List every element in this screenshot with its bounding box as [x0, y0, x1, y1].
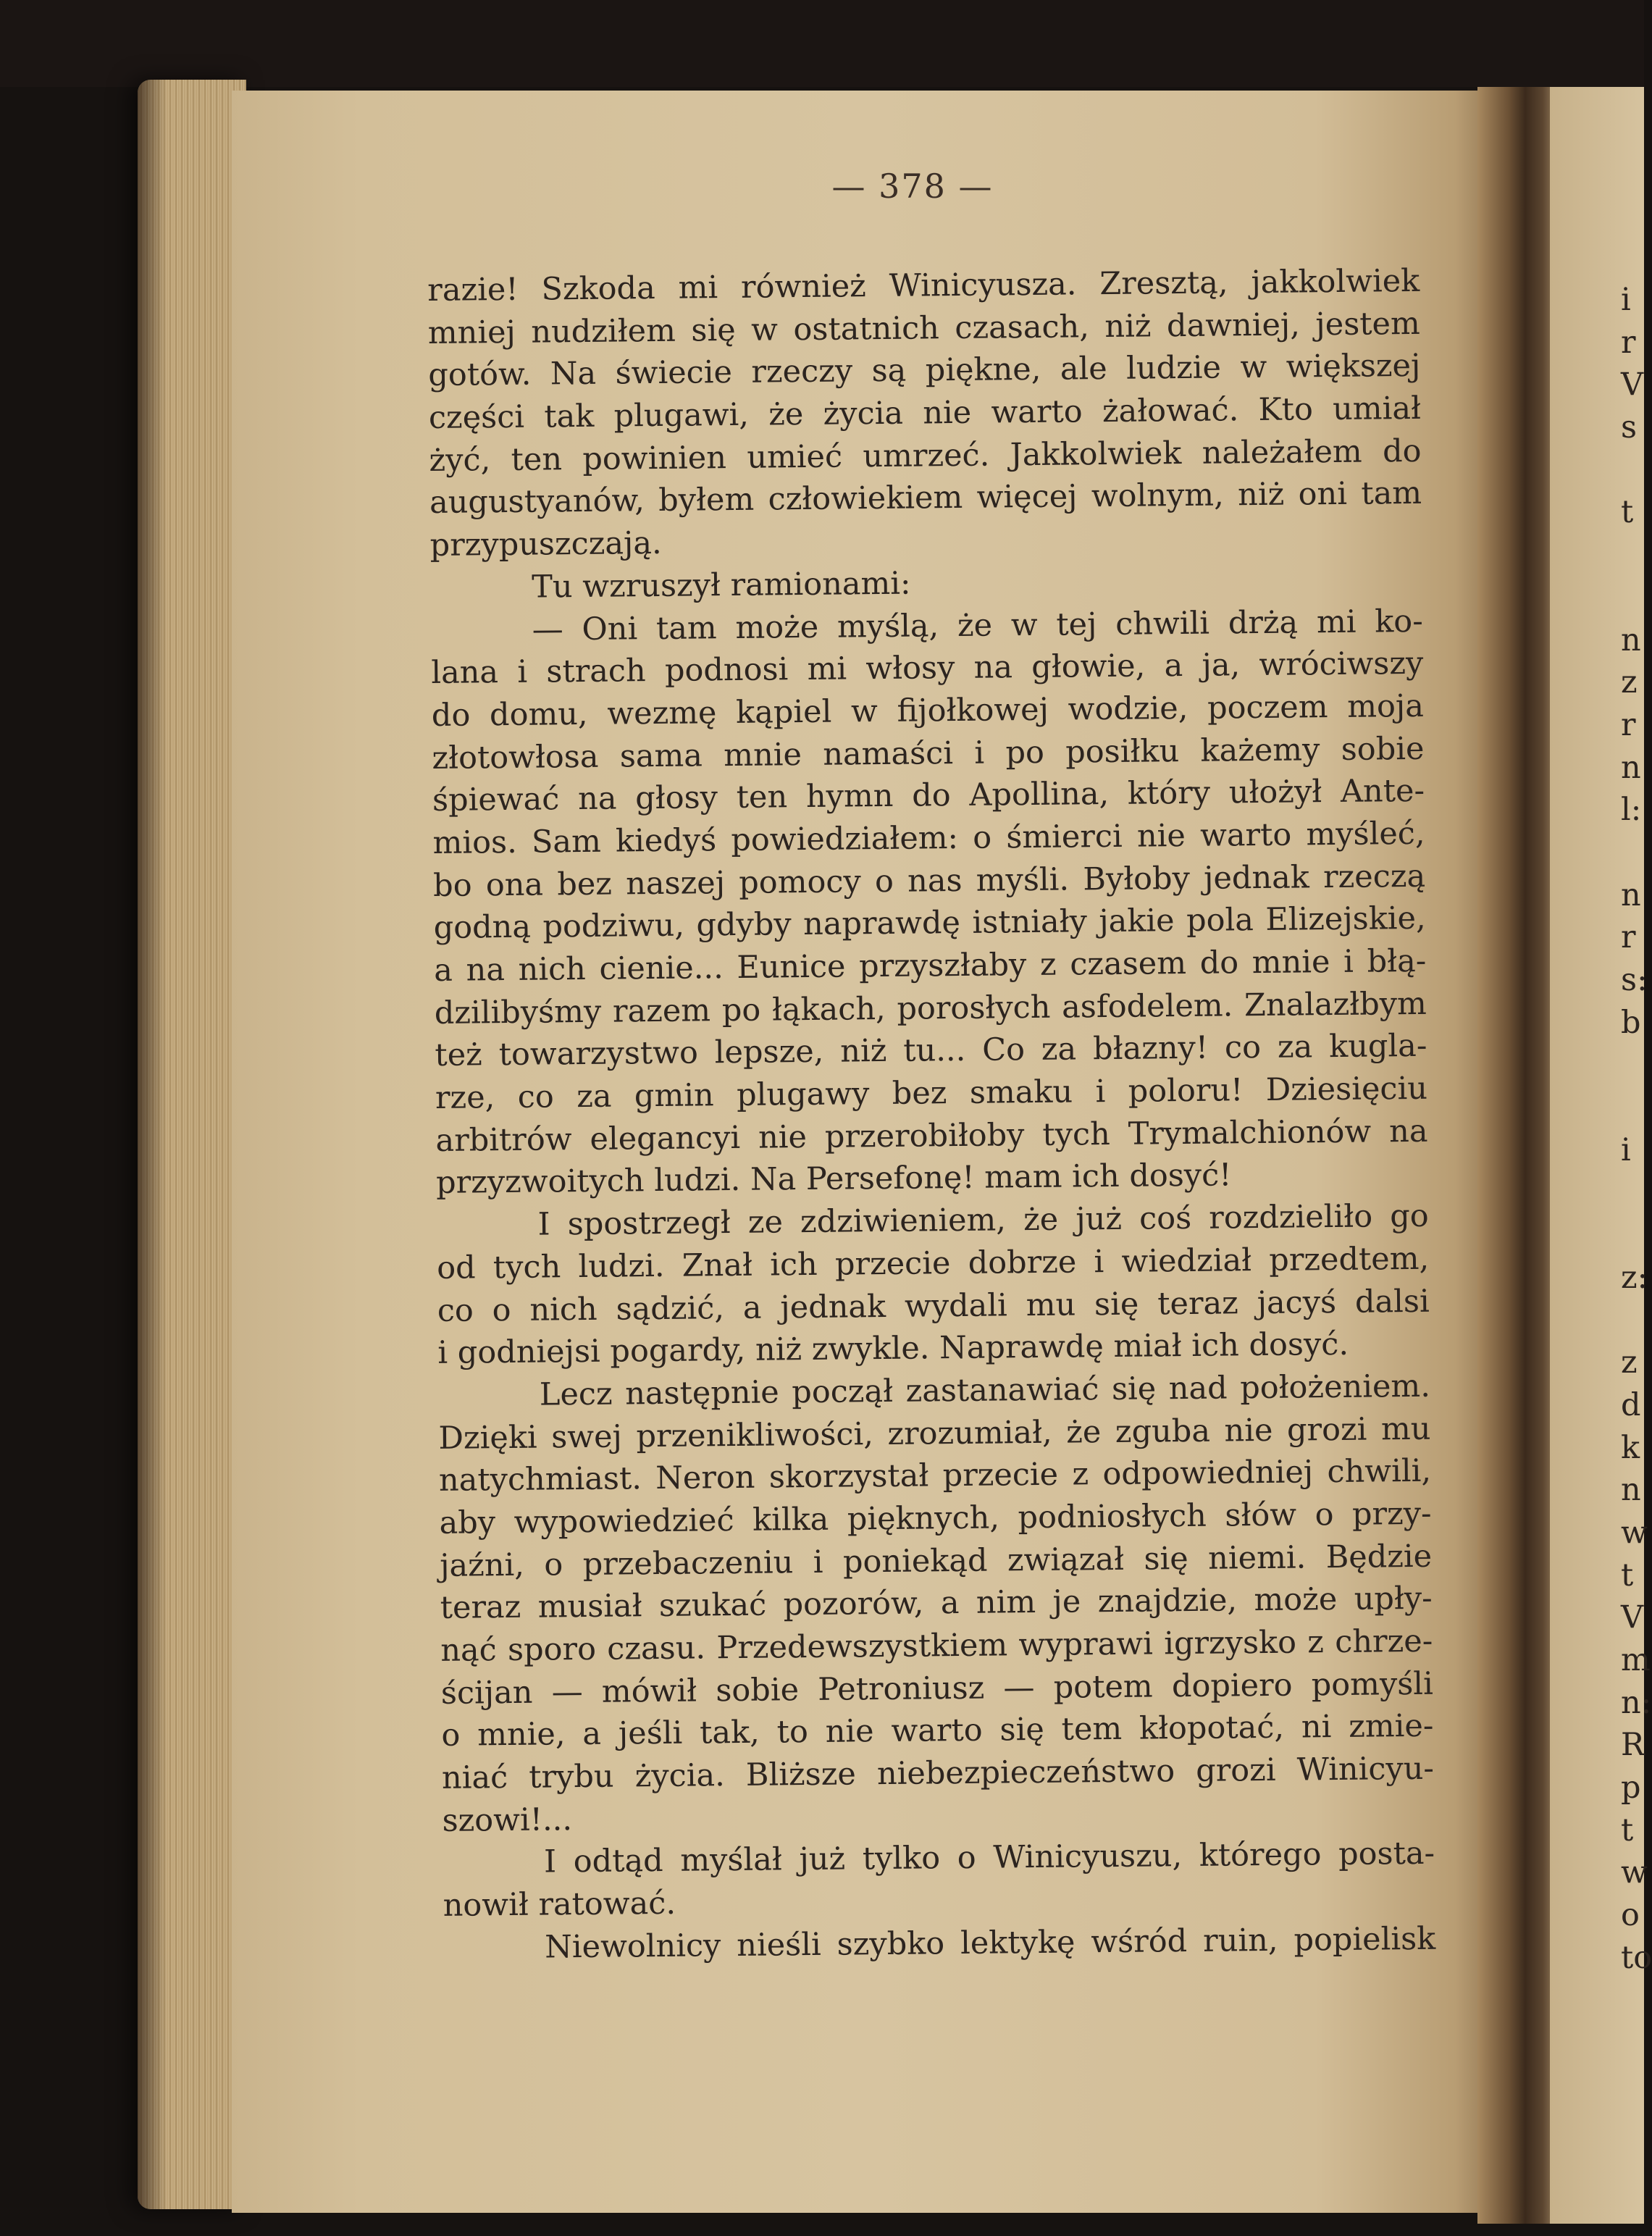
right-fragment: n: [1621, 749, 1641, 786]
text-line: od tych ludzi. Znał ich przecie dobrze i wiedział przedtem,: [436, 1240, 1430, 1286]
text-line: przypuszczają.: [429, 525, 662, 564]
right-fragment: V: [1621, 1599, 1644, 1636]
right-fragment: r: [1621, 706, 1636, 743]
right-fragment: w: [1621, 1854, 1648, 1891]
text-line: Lecz następnie począł zastanawiać się nad położeniem.: [539, 1368, 1431, 1413]
right-fragment: z: [1621, 664, 1638, 701]
right-fragment: d: [1621, 1386, 1641, 1423]
right-fragment: n:: [1621, 1684, 1652, 1721]
right-fragment: R: [1621, 1727, 1645, 1764]
text-line: I spostrzegł ze zdziwieniem, że już coś rozdzieliło go: [537, 1197, 1429, 1243]
right-fragment: [1621, 449, 1650, 492]
right-fragment: t: [1621, 1557, 1634, 1594]
text-line: mios. Sam kiedyś powiedziałem: o śmierci nie warto myśleć,: [432, 815, 1425, 861]
right-page-text-fragments: [1621, 279, 1650, 1980]
text-line: niać trybu życia. Bliższe niebezpieczeństwo grozi Winicyu-: [441, 1750, 1435, 1796]
right-fragment: [1621, 1299, 1650, 1342]
right-fragment: b: [1621, 1004, 1641, 1041]
text-line: szowi!...: [442, 1801, 573, 1839]
right-fragment: r: [1621, 919, 1636, 956]
text-line: dzilibyśmy razem po łąkach, porosłych asfodelem. Znalazłbym: [434, 985, 1427, 1031]
text-line: Niewolnicy nieśli szybko lektykę wśród ruin, popielisk: [545, 1920, 1436, 1966]
right-fragment: p: [1621, 1770, 1641, 1806]
page-edges-shadow: [138, 80, 167, 2209]
right-fragment: o: [1621, 1897, 1640, 1934]
page-number: — 378 —: [831, 167, 994, 206]
right-fragment: t: [1621, 494, 1634, 531]
right-fragment: to: [1621, 1939, 1652, 1976]
text-line: rze, co za gmin plugawy bez smaku i poloru! Dziesięciu: [435, 1070, 1428, 1117]
right-fragment: [1621, 534, 1650, 577]
text-line: ścijan — mówił sobie Petroniusz — potem dopiero pomyśli: [440, 1665, 1434, 1712]
right-fragment: t: [1621, 1812, 1634, 1848]
text-line: — Oni tam może myślą, że w tej chwili drżą mi ko-: [532, 603, 1423, 648]
text-line: nąć sporo czasu. Przedewszystkiem wyprawi igrzysko z chrze-: [440, 1622, 1433, 1669]
text-line: aby wypowiedzieć kilka pięknych, podniosłych słów o przy-: [439, 1495, 1432, 1541]
text-line: nowił ratować.: [443, 1885, 676, 1925]
right-fragment: s:: [1621, 962, 1648, 998]
text-line: mniej nudziłem się w ostatnich czasach, niż dawniej, jestem: [427, 305, 1421, 351]
right-fragment: [1621, 1214, 1650, 1257]
text-line: przyzwoitych ludzi. Na Persefonę! mam ich dosyć!: [435, 1157, 1232, 1202]
right-fragment: m: [1621, 1642, 1651, 1678]
text-line: arbitrów elegancyi nie przerobiłoby tych Trymalchionów na: [435, 1113, 1428, 1159]
text-line: teraz musiał szukać pozorów, a nim je znajdzie, może upły-: [440, 1580, 1433, 1627]
text-line: Dzięki swej przenikliwości, zrozumiał, że zguba nie grozi mu: [438, 1410, 1431, 1457]
text-line: jaźni, o przebaczeniu i poniekąd związał się niemi. Będzie: [439, 1538, 1433, 1584]
text-line: co o nich sądzić, a jednak wydali mu się teraz jacyś dalsi: [437, 1283, 1430, 1329]
text-line: gotów. Na świecie rzeczy są piękne, ale ludzie w większej: [428, 348, 1421, 394]
text-line: augustyanów, byłem człowiekiem więcej wolnym, niż oni tam: [429, 475, 1422, 522]
right-fragment: z:: [1621, 1259, 1648, 1296]
right-fragment: [1621, 1086, 1650, 1129]
text-line: a na nich cienie... Eunice przyszłaby z czasem do mnie i błą-: [434, 942, 1427, 989]
text-line: bo ona bez naszej pomocy o nas myśli. Byłoby jednak rzeczą: [432, 858, 1426, 904]
text-line: i godniejsi pogardy, niż zwykle. Naprawdę miał ich dosyć.: [437, 1326, 1349, 1372]
right-fragment: n: [1621, 621, 1641, 658]
right-fragment: r: [1621, 324, 1636, 361]
text-line: części tak plugawi, że życia nie warto żałować. Kto umiał: [428, 390, 1422, 437]
text-line: godną podziwu, gdyby naprawdę istniały jakie pola Elizejskie,: [433, 900, 1426, 947]
text-line: też towarzystwo lepsze, niż tu... Co za błazny! co za kugla-: [435, 1028, 1427, 1074]
right-fragment: n: [1621, 1472, 1641, 1509]
right-fragment: s: [1621, 409, 1638, 446]
body-text: [427, 260, 1435, 1970]
right-fragment: i: [1621, 282, 1631, 318]
right-fragment: [1621, 832, 1650, 874]
text-line: I odtąd myślał już tylko o Winicyuszu, którego posta-: [543, 1835, 1435, 1880]
right-fragment: w: [1621, 1514, 1648, 1551]
text-line: natychmiast. Neron skorzystał przecie z odpowiedniej chwili,: [438, 1453, 1432, 1499]
right-fragment: n: [1621, 876, 1641, 913]
text-line: do domu, wezmę kąpiel w fijołkowej wodzie, poczem moja: [431, 687, 1425, 734]
text-line: razie! Szkoda mi również Winicyusza. Zresztą, jakkolwiek: [427, 262, 1420, 309]
right-fragment: z: [1621, 1344, 1638, 1381]
right-fragment: [1621, 1171, 1650, 1214]
right-fragment: V: [1621, 367, 1644, 403]
right-fragment: l:: [1621, 792, 1642, 829]
scan-background: [0, 0, 1644, 87]
text-line: śpiewać na głosy ten hymn do Apollina, który ułożył Ante-: [432, 773, 1425, 819]
right-fragment: i: [1621, 1131, 1631, 1168]
text-line: Tu wzruszył ramionami:: [531, 565, 911, 606]
right-fragment: [1621, 1044, 1650, 1086]
text-line: złotowłosa sama mnie namaści i po posiłku każemy sobie: [432, 730, 1425, 776]
text-line: żyć, ten powinien umieć umrzeć. Jakkolwiek należałem do: [429, 432, 1422, 479]
text-line: o mnie, a jeśli tak, to nie warto się tem kłopotać, ni zmie-: [441, 1708, 1434, 1754]
right-fragment: [1621, 577, 1650, 619]
right-fragment: k: [1621, 1429, 1640, 1466]
text-line: lana i strach podnosi mi włosy na głowie, a ja, wróciwszy: [431, 645, 1424, 692]
